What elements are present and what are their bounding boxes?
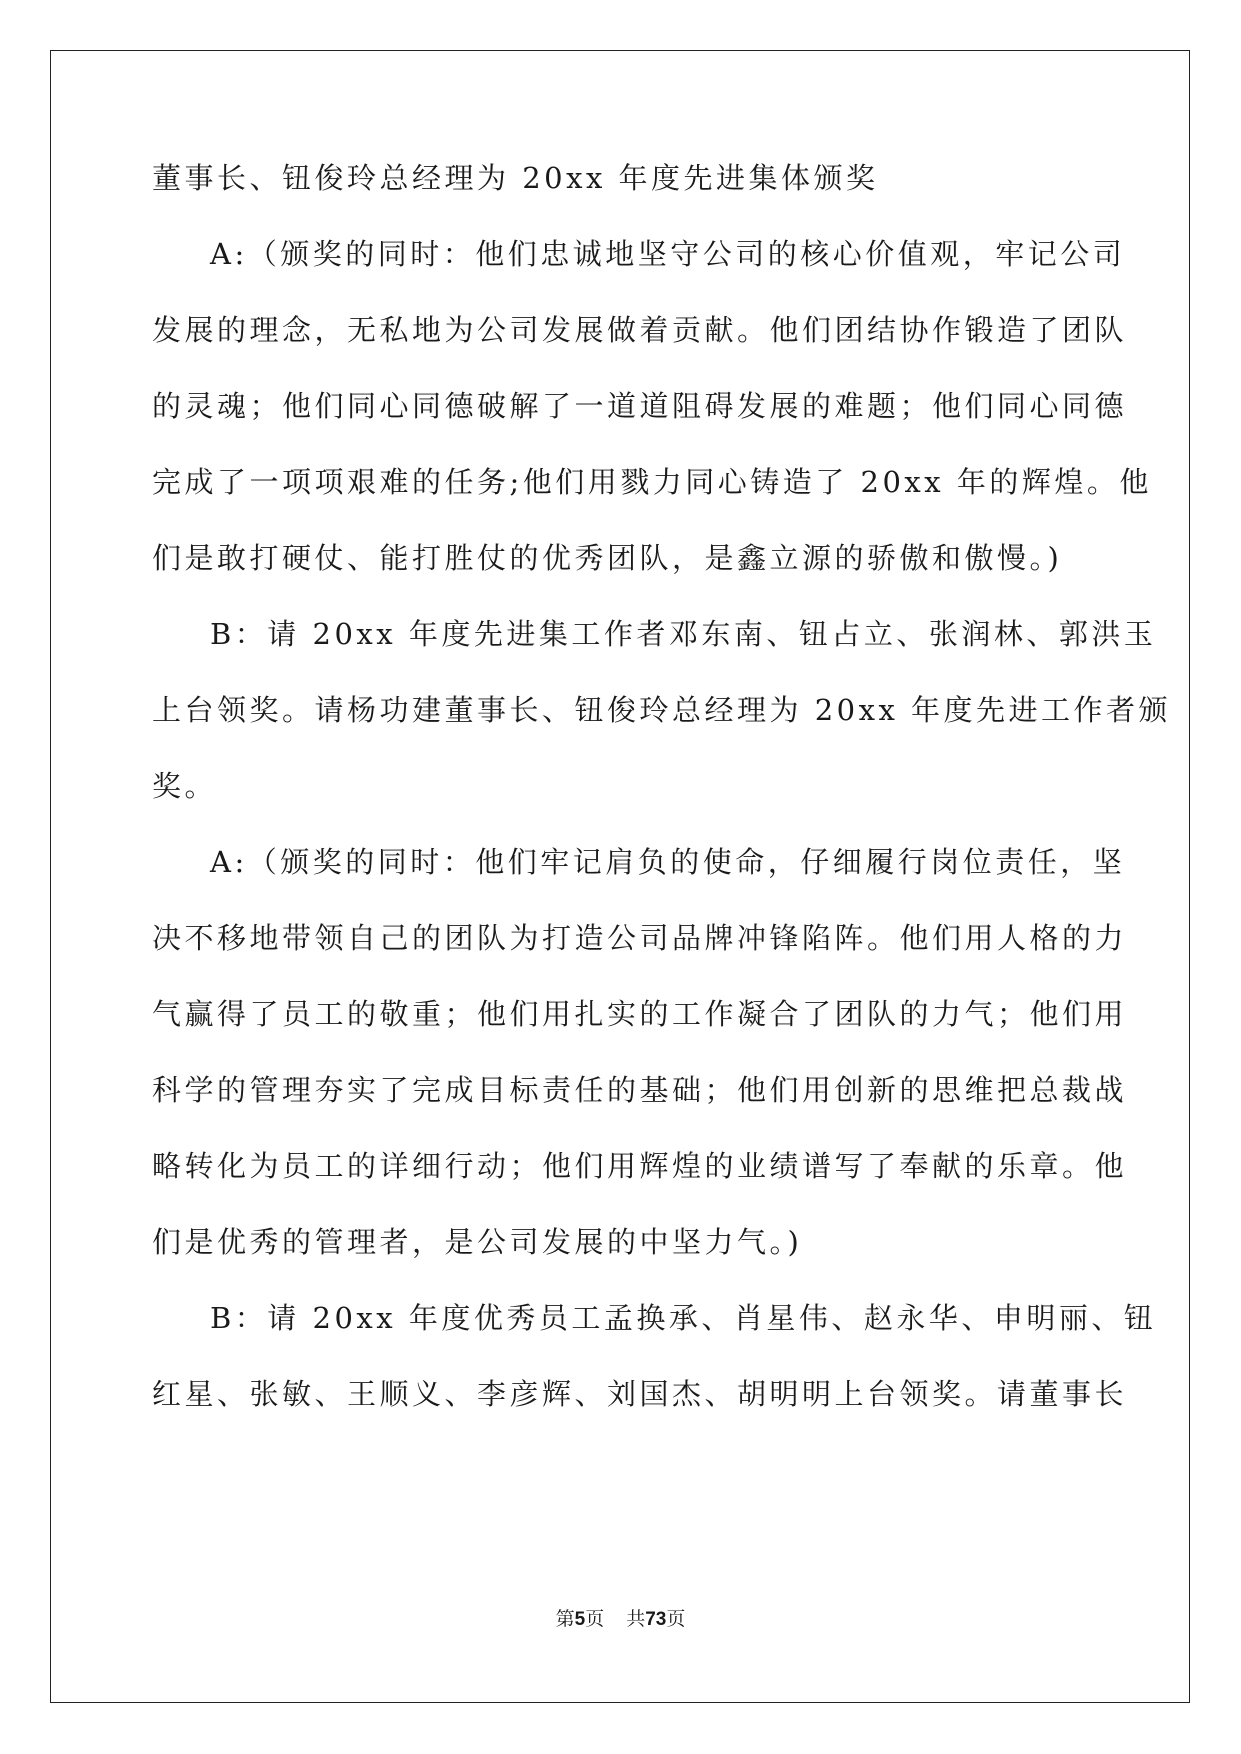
text-line: 董事长、钮俊玲总经理为 20xx 年度先进集体颁奖 (152, 161, 879, 195)
text-line: A:（颁奖的同时：他们牢记肩负的使命，仔细履行岗位责任，坚 (210, 845, 1126, 879)
text-line: 发展的理念，无私地为公司发展做着贡献。他们团结协作锻造了团队 (152, 313, 1128, 347)
page-prefix: 第 (555, 1608, 575, 1630)
text-line: A:（颁奖的同时：他们忠诚地坚守公司的核心价值观，牢记公司 (210, 237, 1126, 271)
text-line: 红星、张敏、王顺义、李彦辉、刘国杰、胡明明上台领奖。请董事长 (152, 1377, 1128, 1411)
text-line: B：请 20xx 年度先进集工作者邓东南、钮占立、张润林、郭洪玉 (210, 617, 1157, 651)
page-suffix: 页 (585, 1608, 605, 1630)
text-line: 决不移地带领自己的团队为打造公司品牌冲锋陷阵。他们用人格的力 (152, 921, 1128, 955)
text-line: 上台领奖。请杨功建董事长、钮俊玲总经理为 20xx 年度先进工作者颁 (152, 693, 1172, 727)
total-suffix: 页 (666, 1608, 686, 1630)
text-line: 的灵魂；他们同心同德破解了一道道阻碍发展的难题；他们同心同德 (152, 389, 1128, 423)
text-line: 们是敢打硬仗、能打胜仗的优秀团队，是鑫立源的骄傲和傲慢。) (152, 541, 1063, 575)
page-number: 5 (574, 1609, 586, 1630)
total-prefix: 共 (626, 1608, 646, 1630)
text-line: 略转化为员工的详细行动；他们用辉煌的业绩谱写了奉献的乐章。他 (152, 1149, 1128, 1183)
document-body (152, 160, 1172, 1452)
text-line: B：请 20xx 年度优秀员工孟换承、肖星伟、赵永华、申明丽、钮 (210, 1301, 1157, 1335)
text-line: 科学的管理夯实了完成目标责任的基础；他们用创新的思维把总裁战 (152, 1073, 1128, 1107)
text-line: 完成了一项项艰难的任务;他们用戮力同心铸造了 20xx 年的辉煌。他 (152, 465, 1152, 499)
text-line: 们是优秀的管理者，是公司发展的中坚力气。) (152, 1225, 803, 1259)
page-footer (0, 1607, 1241, 1632)
text-line: 气赢得了员工的敬重；他们用扎实的工作凝合了团队的力气；他们用 (152, 997, 1128, 1031)
text-line: 奖。 (152, 769, 218, 803)
total-pages: 73 (645, 1609, 667, 1630)
